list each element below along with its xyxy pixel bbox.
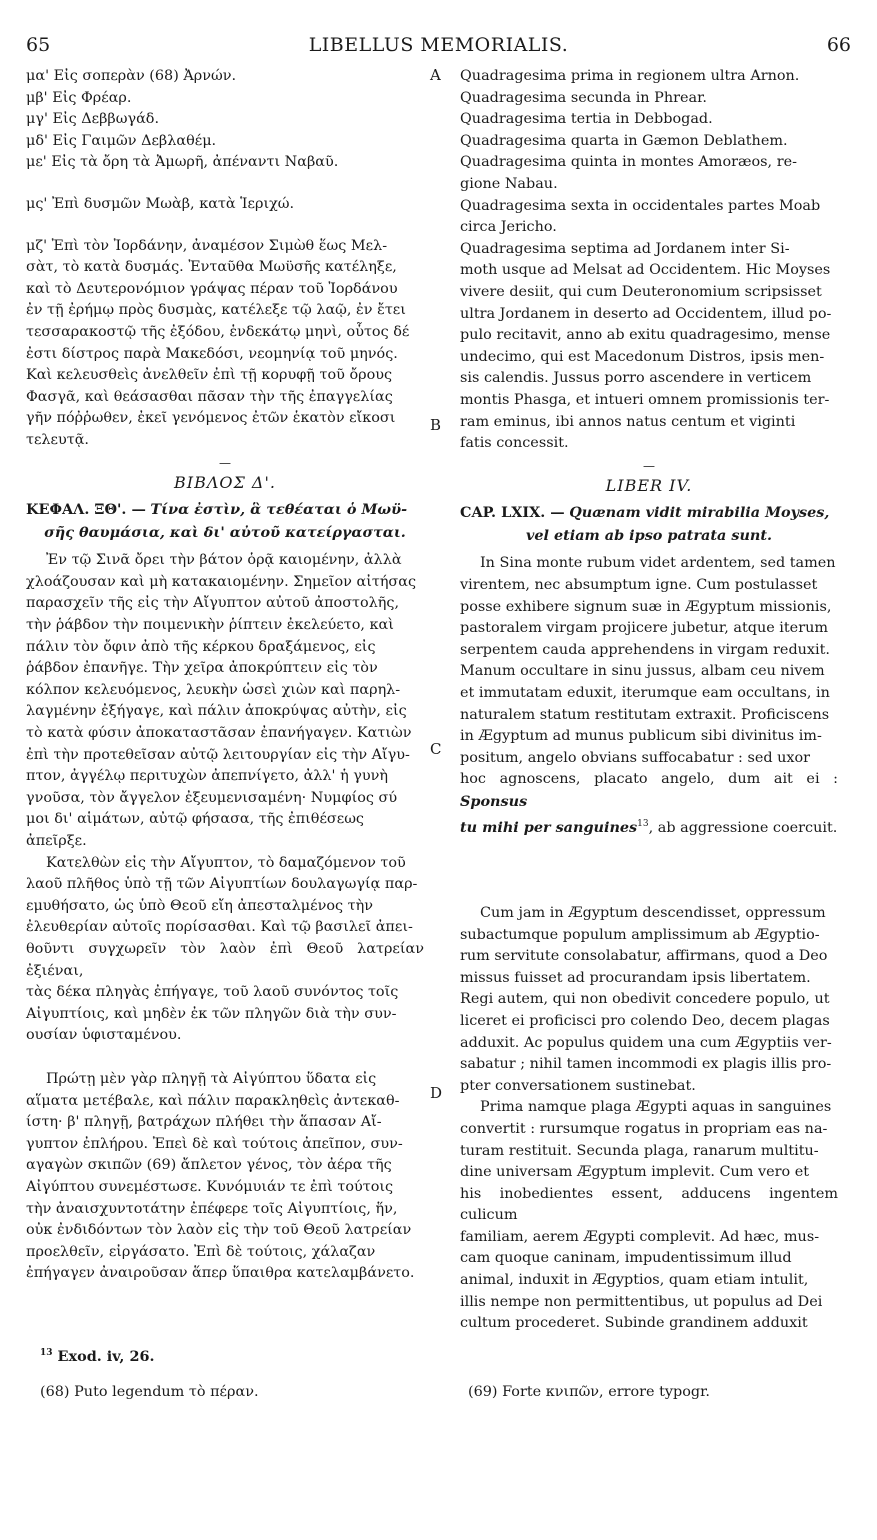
- latin-line: sabatur ; nihil tamen incommodi ex plagis illis pro-: [460, 1056, 832, 1073]
- latin-chapter-heading-2: [460, 525, 838, 548]
- greek-line: αἵματα μετέβαλε, καὶ πάλιν παρακληθεὶς ἀντεκαθ-: [26, 1092, 400, 1109]
- latin-line: in Ægyptum ad munus publicum sibi divinitus im-: [460, 728, 822, 745]
- greek-column: [26, 66, 424, 1285]
- latin-line: sis calendis. Jussus porro ascendere in verticem: [460, 370, 812, 387]
- footnote-reference: [40, 1348, 155, 1365]
- margin-letter-d: D: [430, 1084, 443, 1102]
- greek-line: ἐπήγαγεν ἀναιροῦσαν ἅπερ ὕπαιθρα κατελαμβάνετο.: [26, 1265, 415, 1282]
- greek-line: τεσσαρακοστῷ τῆς ἐξόδου, ἑνδεκάτῳ μηνὶ, οὗτος δέ: [26, 323, 410, 340]
- greek-line: Αἰγύπτου συνεμέστωσε. Κυνόμυιάν τε ἐπὶ τούτοις: [26, 1178, 394, 1195]
- greek-station-41: μα' Εἰς σοπερὰν (68) Ἀρνών.: [26, 68, 237, 84]
- latin-line: pter conversationem sustinebat.: [460, 1077, 696, 1094]
- greek-line: πάλιν τὸν ὄφιν ἀπὸ τῆς κέρκου δραξάμενος, εἰς: [26, 638, 376, 655]
- greek-line: θοῦντι συγχωρεῖν τὸν λαὸν ἐπὶ Θεοῦ λατρείαν ἐξιέναι,: [26, 940, 424, 979]
- page-number-right: 66: [826, 34, 851, 56]
- greek-line: Πρώτῃ μὲν γὰρ πληγῇ τὰ Αἰγύπτου ὕδατα εἰς: [46, 1070, 377, 1087]
- latin-line: fatis concessit.: [460, 435, 569, 452]
- latin-line: cultum procederet. Subinde grandinem adduxit: [460, 1315, 808, 1332]
- latin-line: ultra Jordanem in deserto ad Occidentem, illud po-: [460, 305, 832, 322]
- greek-line: γῆν πόῤῥωθεν, ἐκεῖ γενόμενος ἐτῶν ἑκατὸν εἴκοσι: [26, 410, 396, 427]
- greek-line: τὴν ἀναισχυντοτάτην ἐπέφερε τοῖς Αἰγυπτίοις, ἥν,: [26, 1200, 398, 1217]
- latin-line: illis nempe non permittentibus, ut populus ad Dei: [460, 1293, 823, 1310]
- latin-line: turam restituit. Secunda plaga, ranarum multitu-: [460, 1142, 819, 1159]
- latin-line: undecimo, qui est Macedonum Distros, ipsis men-: [460, 348, 825, 365]
- greek-line: ἐλευθερίαν αὐτοῖς πορίσασθαι. Καὶ τῷ βασιλεῖ ἀπει-: [26, 919, 413, 936]
- greek-line: καὶ τὸ Δευτερονόμιον γράψας πέραν τοῦ Ἰορδάνου: [26, 280, 398, 297]
- greek-line: προελθεῖν, εἰργάσατο. Ἐπὶ δὲ τούτοις, χάλαζαν: [26, 1243, 376, 1260]
- greek-station-43: μγ' Εἰς Δεββωγάδ.: [26, 111, 160, 128]
- greek-line: ίστη· β' πληγῇ, βατράχων πλήθει τὴν ἅπασαν Αἴ-: [26, 1114, 382, 1131]
- latin-stations: [460, 66, 838, 239]
- greek-line: ουσίαν ὑφισταμένου.: [26, 1027, 182, 1044]
- latin-quote-tail: , ab aggressione coercuit.: [648, 819, 838, 836]
- greek-line: οὐκ ἐνδιδόντων τὸν λαὸν εἰς τὴν τοῦ Θεοῦ λατρείαν: [26, 1222, 412, 1239]
- greek-line: ἐπὶ τὴν προτεθεῖσαν αὐτῷ λειτουργίαν εἰς τὴν Αἴγυ-: [26, 746, 410, 763]
- latin-line: montis Phasga, et intueri omnem promissionis ter-: [460, 391, 830, 408]
- latin-line: ram eminus, ibi annos natus centum et viginti: [460, 413, 796, 430]
- footnote-marker: 13: [637, 818, 649, 829]
- latin-paragraph-3: [460, 1097, 838, 1335]
- latin-line: Cum jam in Ægyptum descendisset, oppressum: [480, 904, 826, 921]
- latin-paragraph-1: [460, 553, 838, 839]
- latin-quote-a: Sponsus: [460, 793, 528, 810]
- latin-line: familiam, aerem Ægypti complevit. Ad hæc, mus-: [460, 1228, 820, 1245]
- greek-line: Φασγᾶ, καὶ θεάσασθαι πᾶσαν τὴν τῆς ἐπαγγελίας: [26, 388, 393, 405]
- latin-station-46: Quadragesima sexta in occidentales partes Moab: [460, 197, 821, 214]
- latin-line: pulo recitavit, anno ab exitu quadragesimo, mense: [460, 327, 831, 344]
- greek-line: Αἰγυπτίοις, καὶ μηδὲν ἐκ τῶν πληγῶν διὰ τὴν συν-: [26, 1005, 397, 1022]
- latin-line: convertit : rursumque rogatus in propriam eas na-: [460, 1120, 828, 1137]
- greek-line: τὰς δέκα πληγὰς ἐπήγαγε, τοῦ λαοῦ συνόντος τοῖς: [26, 984, 399, 1001]
- greek-line: μοι δι' αἱμάτων, αὐτῷ φήσασα, τῆς ἐπιθέσεως: [26, 811, 364, 828]
- greek-line: πτον, ἀγγέλῳ περιτυχὼν ἀπεπνίγετο, ἀλλ' ἡ γυνὴ: [26, 768, 389, 785]
- greek-line: Ἐν τῷ Σινᾶ ὄρει τὴν βάτον ὁρᾷ καιομένην, ἀλλὰ: [46, 552, 402, 569]
- latin-line: naturalem statum restitutam extraxit. Proficiscens: [460, 706, 830, 723]
- greek-line: γνοῦσα, τὸν ἄγγελον ἐξευμενισαμένη· Νυμφίος σύ: [26, 789, 398, 806]
- latin-line: rum servitute consolabatur, affirmans, quod a Deo: [460, 948, 828, 965]
- footnote-ref-number: 13: [40, 1348, 53, 1359]
- greek-station-45: με' Εἰς τὰ ὄρη τὰ Ἀμωρῆ, ἀπέναντι Ναβαῦ.: [26, 154, 339, 171]
- running-title: LIBELLUS MEMORIALIS.: [308, 34, 569, 56]
- latin-column: [460, 66, 838, 1335]
- greek-line: εμυθήσατο, ὡς ὑπὸ Θεοῦ εἴη ἀπεσταλμένος τὴν: [26, 897, 373, 914]
- latin-station-44: Quadragesima quarta in Gæmon Deblathem.: [460, 132, 788, 149]
- greek-line: ἐν τῇ ἐρήμῳ πρὸς δυσμὰς, κατέλεξε τῷ λαῷ, ἐν ἔτει: [26, 302, 406, 319]
- margin-letter-a: A: [430, 66, 441, 84]
- greek-book-title: ΒΙΒΛΟΣ Δ'.: [174, 472, 276, 492]
- latin-line: his inobedientes essent, adducens ingentem culicum: [460, 1185, 838, 1224]
- latin-station-47-paragraph: [460, 239, 838, 455]
- greek-line: ἐστι δίστρος παρὰ Μακεδόσι, νεομηνίᾳ τοῦ μηνός.: [26, 345, 398, 362]
- latin-line: subactumque populum amplissimum ab Ægyptio-: [460, 926, 820, 943]
- greek-line: τὸ κατὰ φύσιν ἀποκαταστᾶσαν ἐπανήγαγεν. Κατιὼν: [26, 725, 412, 742]
- latin-paragraph-2: [460, 903, 838, 1097]
- latin-line: Quadragesima septima ad Jordanem inter Si-: [460, 240, 790, 257]
- latin-book-title: LIBER IV.: [605, 475, 693, 495]
- latin-line: cam quoque caninam, impudentissimum illud: [460, 1250, 792, 1267]
- latin-line-with-quote: [460, 769, 838, 813]
- separator-dash: —: [643, 458, 655, 473]
- latin-chapter-heading: [460, 502, 838, 525]
- latin-chapter-title-1: Quænam vidit mirabilia Moyses,: [569, 504, 830, 522]
- greek-chapter-title-2: σῆς θαυμάσια, καὶ δι' αὐτοῦ κατείργασται.: [44, 523, 406, 541]
- greek-station-47-paragraph: [26, 236, 424, 452]
- greek-line: Καὶ κελευσθεὶς ἀνελθεῖν ἐπὶ τῇ κορυφῇ τοῦ ὄρους: [26, 367, 393, 384]
- page-header: [26, 34, 851, 62]
- latin-line: posse exhibere signum suæ in Ægyptum missionis,: [460, 598, 832, 615]
- latin-line: animal, induxit in Ægyptios, quam etiam intulit,: [460, 1272, 809, 1289]
- greek-station-42: μβ' Εἰς Φρέαρ.: [26, 89, 132, 106]
- greek-line: ἀπεῖρξε.: [26, 833, 87, 849]
- latin-line: adduxit. Ac populus quidem una cum Ægyptiis ver-: [460, 1034, 832, 1051]
- greek-line: χλοάζουσαν καὶ μὴ κατακαιομένην. Σημεῖον αἰτήσας: [26, 573, 417, 590]
- greek-line: Κατελθὼν εἰς τὴν Αἴγυπτον, τὸ δαμαζόμενον τοῦ: [46, 854, 406, 871]
- latin-line: dine universam Ægyptum implevit. Cum vero et: [460, 1164, 810, 1181]
- separator-dash: —: [219, 455, 231, 470]
- latin-line-quote-end: [460, 814, 838, 839]
- greek-paragraph-3: [26, 1069, 424, 1285]
- latin-chapter-title-2: vel etiam ab ipso patrata sunt.: [525, 526, 773, 544]
- greek-line: τὴν ῥάβδον τὴν ποιμενικὴν ῥίπτειν ἐκελεύετο, καὶ: [26, 617, 394, 634]
- greek-line: τελευτᾷ.: [26, 431, 89, 448]
- latin-line: liceret ei proficisci pro colendo Deo, decem plagas: [460, 1012, 830, 1029]
- greek-line: γυπτον ἐπλήρου. Ἐπεὶ δὲ καὶ τούτοις ἀπεῖπον, συν-: [26, 1135, 403, 1152]
- greek-station-44: μδ' Εἰς Γαιμῶν Δεβλαθέμ.: [26, 132, 217, 149]
- latin-station-43: Quadragesima tertia in Debbogad.: [460, 111, 713, 128]
- latin-station-41: Quadragesima prima in regionem ultra Arnon.: [460, 68, 800, 84]
- greek-paragraph-1: [26, 550, 424, 852]
- footnote-69: (69) Forte κνιπῶν, errore typogr.: [468, 1384, 710, 1400]
- greek-line: λαγμένην ἐξήγαγε, καὶ πάλιν ἀποκρύψας αὐτὴν, εἰς: [26, 703, 407, 720]
- latin-line: pastoralem virgam projicere jubetur, atque iterum: [460, 620, 828, 637]
- latin-line: Prima namque plaga Ægypti aquas in sanguines: [480, 1099, 832, 1116]
- latin-line: missus fuisset ad procurandam ipsis libertatem.: [460, 969, 811, 986]
- footnote-68: (68) Puto legendum τὸ πέραν.: [40, 1384, 259, 1400]
- greek-line: αγαγὼν σκιπῶν (69) ἄπλετον γένος, τὸν ἀέρα τῆς: [26, 1157, 392, 1174]
- greek-chapter-title-1: Τίνα ἐστὶν, ἃ τεθέαται ὁ Μωϋ-: [150, 501, 408, 519]
- latin-station-45-cont: gione Nabau.: [460, 175, 558, 192]
- latin-line: Regi autem, qui non obedivit concedere populo, ut: [460, 991, 830, 1008]
- greek-chapter-heading-2: [26, 522, 424, 545]
- latin-line: serpentem cauda apprehendens in virgam reduxit.: [460, 641, 830, 658]
- latin-line: In Sina monte rubum videt ardentem, sed tamen: [480, 555, 836, 572]
- page-number-left: 65: [26, 34, 51, 56]
- latin-quote-b: tu mihi per sanguines: [460, 818, 638, 836]
- latin-line: positum, angelo obvians suffocabatur : sed uxor: [460, 749, 811, 766]
- latin-chapter-label: CAP. LXIX. —: [460, 504, 565, 522]
- greek-line: ῥάβδον ἐπανῆγε. Τὴν χεῖρα ἀποκρύπτειν εἰς τὸν: [26, 660, 378, 677]
- latin-line: virentem, nec absumptum igne. Cum postulasset: [460, 577, 818, 594]
- margin-letter-c: C: [430, 740, 442, 758]
- latin-station-46-cont: circa Jericho.: [460, 219, 557, 236]
- margin-letter-b: B: [430, 416, 442, 434]
- greek-line: σὰτ, τὸ κατὰ δυσμάς. Ἐνταῦθα Μωϋσῆς κατέληξε,: [26, 259, 397, 276]
- latin-line: moth usque ad Melsat ad Occidentem. Hic Moyses: [460, 262, 831, 279]
- latin-station-45: Quadragesima quinta in montes Amoræos, re-: [460, 154, 797, 171]
- greek-station-46: μς' Ἐπὶ δυσμῶν Μωὰβ, κατὰ Ἱεριχώ.: [26, 195, 295, 212]
- greek-stations: [26, 66, 424, 174]
- greek-chapter-label: ΚΕΦΑΛ. ΞΘ'. —: [26, 501, 146, 519]
- greek-line: μζ' Ἐπὶ τὸν Ἰορδάνην, ἀναμέσον Σιμὼθ ἕως Μελ-: [26, 237, 388, 254]
- latin-station-42: Quadragesima secunda in Phrear.: [460, 89, 707, 106]
- footnote-ref-text: Exod. iv, 26.: [57, 1348, 155, 1365]
- latin-line: vivere desiit, qui cum Deuteronomium scripsisset: [460, 283, 822, 300]
- latin-line: hoc agnoscens, placato angelo, dum ait ei :: [460, 771, 838, 788]
- latin-line: et immutatam eduxit, iterumque eam occultans, in: [460, 685, 830, 702]
- greek-line: παρασχεῖν τῆς εἰς τὴν Αἴγυπτον αὐτοῦ ἀποστολῆς,: [26, 595, 400, 612]
- latin-line: Manum occultare in sinu jussus, albam ceu nivem: [460, 663, 825, 680]
- greek-line: λαοῦ πλῆθος ὑπὸ τῇ τῶν Αἰγυπτίων δουλαγωγίᾳ παρ-: [26, 876, 418, 893]
- greek-chapter-heading: [26, 499, 424, 522]
- greek-paragraph-2: [26, 853, 424, 1047]
- greek-line: κόλπον κελευόμενος, λευκὴν ὡσεὶ χιὼν καὶ παρηλ-: [26, 681, 401, 698]
